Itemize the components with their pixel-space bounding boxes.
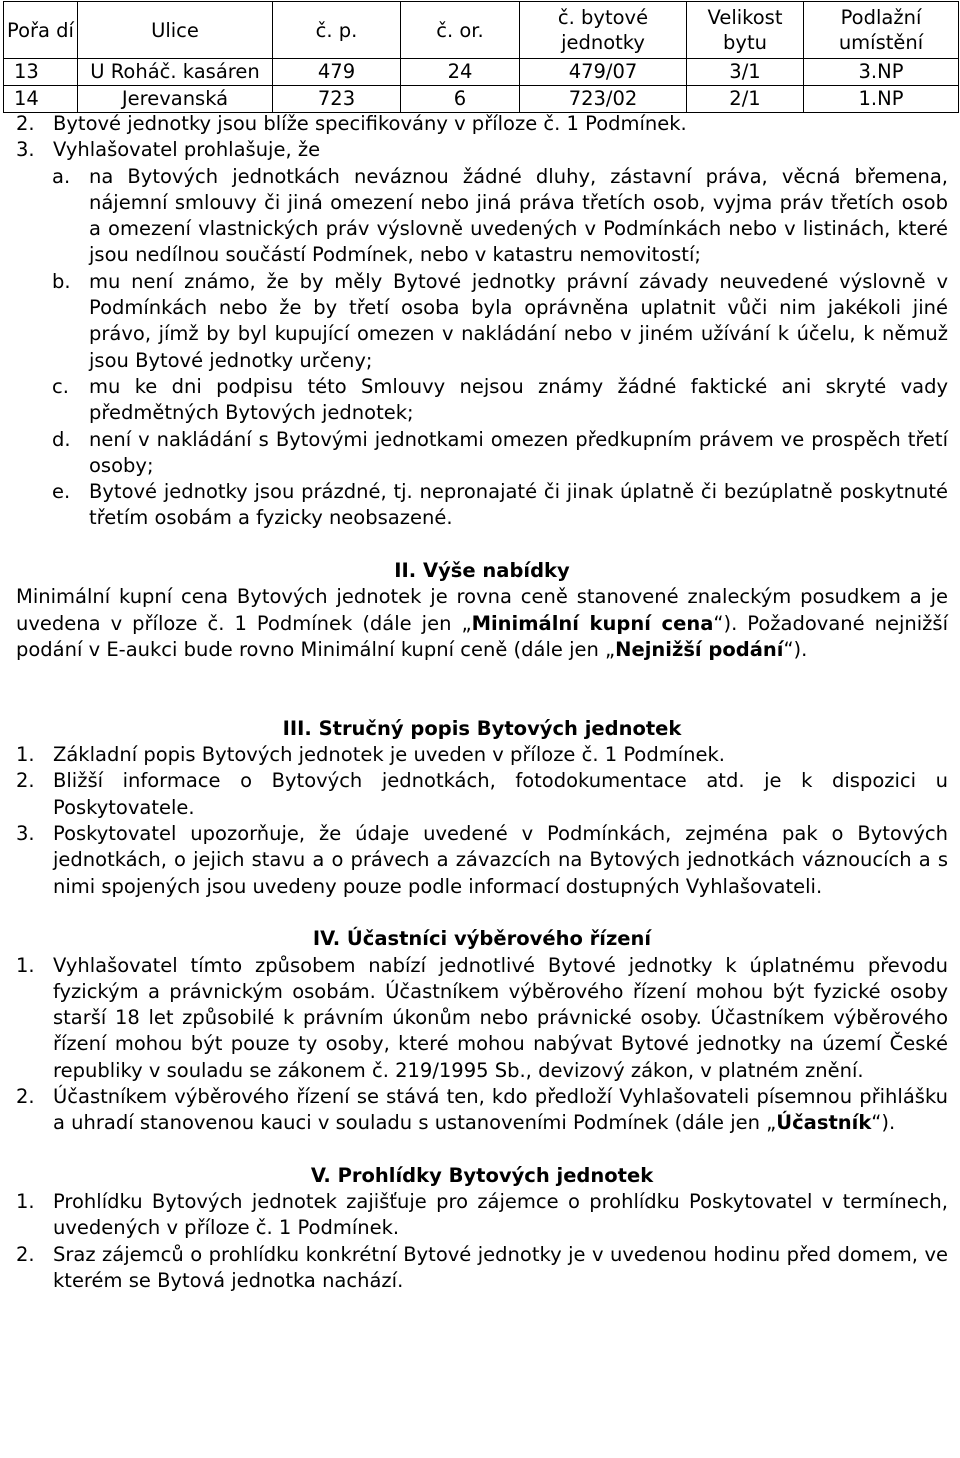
sub-item-letter: a. bbox=[52, 164, 71, 188]
table-cell: Jerevanská bbox=[78, 86, 273, 113]
table-row bbox=[4, 86, 959, 113]
paragraph-text: “). bbox=[783, 637, 808, 661]
paragraph-text: Minimální kupní cena Bytových jednotek je rovna ceně stanovené znaleckým posudkem a je uvedena v příloze č. 1 Podmínek (dále jen „ bbox=[16, 585, 948, 635]
sub-item-letter: b. bbox=[52, 269, 71, 293]
apartment-units-table bbox=[3, 1, 959, 113]
item-text-part: Účastníkem výběrového řízení se stává ten, kdo předloží Vyhlašovateli písemnou přihlášku a uhradí stanovenou kauci v souladu s ustanoveními Podmínek (dále jen „ bbox=[53, 1084, 948, 1135]
list-item bbox=[16, 1084, 948, 1137]
item-text: Bližší informace o Bytových jednotkách, fotodokumentace atd. je k dispozici u Poskytovatele. bbox=[53, 769, 948, 819]
item-text: Sraz zájemců o prohlídku konkrétní Bytové jednotky je v uvedenou hodinu před domem, ve kterém se Bytová jednotka nachází. bbox=[53, 1242, 948, 1293]
defined-term: Minimální kupní cena bbox=[471, 611, 714, 635]
item-text: Základní popis Bytových jednotek je uveden v příloze č. 1 Podmínek. bbox=[53, 743, 725, 767]
table-cell: 13 bbox=[4, 59, 78, 86]
header-cell: č. p. bbox=[273, 2, 401, 59]
list-item bbox=[16, 953, 948, 1084]
section-heading: V. Prohlídky Bytových jednotek bbox=[310, 1163, 654, 1187]
header-cell: č. bytové jednotky bbox=[520, 2, 687, 59]
sub-list-item bbox=[16, 269, 948, 374]
table-cell: 1.NP bbox=[804, 86, 959, 113]
defined-term: Nejnižší podání bbox=[615, 637, 784, 661]
item-number: 1. bbox=[16, 953, 35, 977]
header-cell: Podlažní umístění bbox=[804, 2, 959, 59]
sub-item-letter: c. bbox=[52, 374, 69, 398]
item-number: 2. bbox=[16, 1084, 35, 1108]
item-text-part: “). bbox=[871, 1111, 896, 1135]
table-cell: 24 bbox=[401, 59, 520, 86]
sub-list-item bbox=[16, 427, 948, 480]
sub-item-text: na Bytových jednotkách neváznou žádné dluhy, zástavní práva, věcná břemena, nájemní smlouvy či jiná omezení nebo jiná práva třetích osob, vyjma práv třetích osob a omezení vlastnických práv výslovně uvedených v Podmínkách nebo v listinách, které jsou nedílnou součástí Podmínek, nebo v katastru nemovitostí; bbox=[89, 164, 948, 267]
sub-item-text: mu není známo, že by měly Bytové jednotky právní závady neuvedené výslovně v Podmínkách nebo že by třetí osoba byla oprávněna uplatnit vůči nim jakékoli jiné právo, jímž by byl kupující omezen v nakládání nebo v jiném užívání k účelu, k němuž jsou Bytové jednotky určeny; bbox=[89, 269, 948, 372]
item-text: Prohlídku Bytových jednotek zajišťuje pro zájemce o prohlídku Poskytovatel v termínech, uvedených v příloze č. 1 Podmínek. bbox=[53, 1190, 948, 1240]
section-heading: III. Stručný popis Bytových jednotek bbox=[282, 716, 682, 740]
list-item bbox=[16, 821, 948, 900]
list-item bbox=[16, 768, 948, 821]
sub-item-text: není v nakládání s Bytovými jednotkami omezen předkupním právem ve prospěch třetí osoby; bbox=[89, 427, 948, 477]
paragraph-text: “). Požadované nejnižší podání v E-aukci bude rovno Minimální kupní ceně (dále jen „ bbox=[16, 611, 948, 661]
header-cell: Velikost bytu bbox=[687, 2, 804, 59]
table-cell: 723 bbox=[273, 86, 401, 113]
list-item bbox=[16, 1189, 948, 1242]
item-text: Poskytovatel upozorňuje, že údaje uvedené v Podmínkách, zejména pak o Bytových jednotkách, o jejich stavu a o právech a závazcích na Bytových jednotkách váznoucích a s nimi spojených jsou uvedeny pouze podle informací dostupných Vyhlašovateli. bbox=[53, 822, 948, 898]
table-cell: U Roháč. kasáren bbox=[78, 59, 273, 86]
sub-item-letter: d. bbox=[52, 427, 71, 451]
sub-list-item bbox=[16, 479, 948, 532]
document-body bbox=[16, 111, 948, 1294]
table-cell: 723/02 bbox=[520, 86, 687, 113]
table-cell: 6 bbox=[401, 86, 520, 113]
sub-list-item bbox=[16, 164, 948, 269]
item-number: 1. bbox=[16, 743, 35, 767]
table-cell: 3.NP bbox=[804, 59, 959, 86]
header-cell: Pořa dí bbox=[4, 2, 78, 59]
item-text: Vyhlašovatel prohlašuje, že bbox=[53, 138, 321, 162]
list-item bbox=[16, 1242, 948, 1295]
table-cell: 479 bbox=[273, 59, 401, 86]
list-item bbox=[16, 137, 948, 163]
item-number: 2. bbox=[16, 112, 35, 135]
header-cell: č. or. bbox=[401, 2, 520, 59]
list-item bbox=[16, 111, 948, 137]
table-row bbox=[4, 59, 959, 86]
section-heading: IV. Účastníci výběrového řízení bbox=[312, 927, 652, 951]
list-item bbox=[16, 742, 948, 768]
header-cell: Ulice bbox=[78, 2, 273, 59]
item-number: 1. bbox=[16, 1190, 35, 1214]
table-cell: 479/07 bbox=[520, 59, 687, 86]
table-cell: 2/1 bbox=[687, 86, 804, 113]
item-text bbox=[53, 1084, 948, 1137]
section-heading: II. Výše nabídky bbox=[394, 559, 570, 583]
item-number: 3. bbox=[16, 822, 35, 846]
paragraph bbox=[16, 584, 948, 663]
table-cell: 14 bbox=[4, 86, 78, 113]
sub-item-letter: e. bbox=[52, 480, 71, 504]
table-cell: 3/1 bbox=[687, 59, 804, 86]
sub-list-item bbox=[16, 374, 948, 427]
sub-item-text: Bytové jednotky jsou prázdné, tj. nepronajaté či jinak úplatně či bezúplatně poskytnuté třetím osobám a fyzicky neobsazené. bbox=[89, 480, 948, 530]
item-number: 2. bbox=[16, 769, 35, 793]
item-text: Vyhlašovatel tímto způsobem nabízí jednotlivé Bytové jednotky k úplatnému převodu fyzickým a právnickým osobám. Účastníkem výběrového řízení mohou být fyzické osoby starší 18 let způsobilé k právním úkonům nebo právnické osoby. Účastníkem výběrového řízení mohou být pouze ty osoby, které mohou nabývat Bytové jednotky na území České republiky v souladu se zákonem č. 219/1995 Sb., devizový zákon, v platném znění. bbox=[53, 953, 948, 1082]
item-text: Bytové jednotky jsou blíže specifikovány v příloze č. 1 Podmínek. bbox=[53, 112, 687, 135]
defined-term: Účastník bbox=[776, 1111, 872, 1135]
table-header-row bbox=[4, 2, 959, 59]
item-number: 2. bbox=[16, 1242, 35, 1266]
item-number: 3. bbox=[16, 138, 35, 162]
sub-item-text: mu ke dni podpisu této Smlouvy nejsou známy žádné faktické ani skryté vady předmětných Bytových jednotek; bbox=[89, 374, 948, 425]
